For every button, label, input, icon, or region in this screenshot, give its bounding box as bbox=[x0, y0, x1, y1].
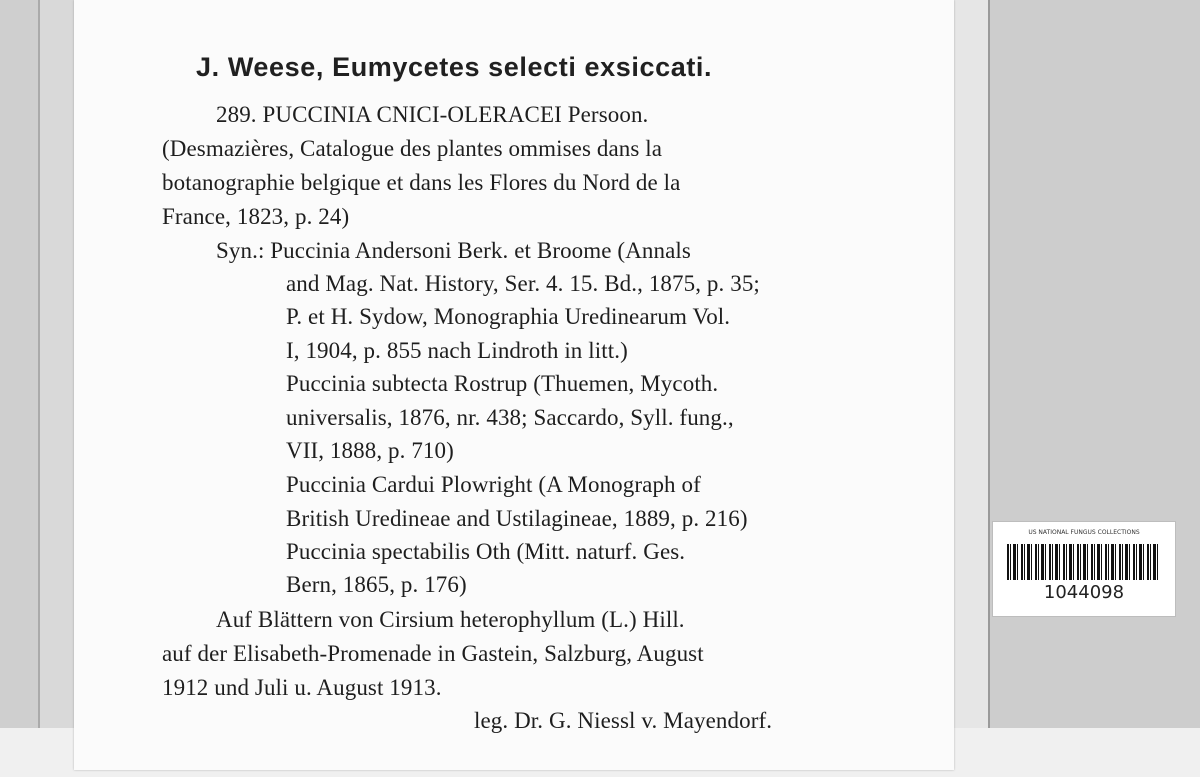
specimen-label bbox=[74, 0, 954, 770]
label-line-10: universalis, 1876, nr. 438; Saccardo, Syll. fung., bbox=[286, 405, 734, 430]
barcode-number: 1044098 bbox=[1043, 582, 1125, 603]
label-line-18: 1912 und Juli u. August 1913. bbox=[162, 675, 442, 700]
background-right bbox=[990, 0, 1200, 777]
label-title: J. Weese, Eumycetes selecti exsiccati. bbox=[196, 52, 713, 82]
label-line-13: British Uredineae and Ustilagineae, 1889, p. 216) bbox=[286, 506, 748, 531]
label-line-9: Puccinia subtecta Rostrup (Thuemen, Mycoth. bbox=[286, 371, 719, 396]
label-line-4: France, 1823, p. 24) bbox=[162, 204, 350, 229]
barcode-icon bbox=[1007, 544, 1161, 580]
background-left bbox=[0, 0, 40, 777]
label-line-3: botanographie belgique et dans les Flores du Nord de la bbox=[162, 170, 681, 195]
label-line-1: 289. PUCCINIA CNICI-OLERACEI Persoon. bbox=[216, 102, 649, 127]
label-line-11: VII, 1888, p. 710) bbox=[286, 438, 454, 463]
label-line-2: (Desmazières, Catalogue des plantes ommises dans la bbox=[162, 136, 663, 161]
label-line-8: I, 1904, p. 855 nach Lindroth in litt.) bbox=[286, 338, 628, 363]
label-line-12: Puccinia Cardui Plowright (A Monograph of bbox=[286, 472, 701, 497]
label-line-14: Puccinia spectabilis Oth (Mitt. naturf. Ges. bbox=[286, 539, 686, 564]
label-line-16: Auf Blättern von Cirsium heterophyllum (L.) Hill. bbox=[216, 607, 685, 632]
label-line-15: Bern, 1865, p. 176) bbox=[286, 572, 467, 597]
label-line-5: Syn.: Puccinia Andersoni Berk. et Broome (Annals bbox=[216, 238, 691, 263]
barcode-label bbox=[992, 521, 1176, 617]
label-line-17: auf der Elisabeth-Promenade in Gastein, Salzburg, August bbox=[162, 641, 704, 666]
label-line-7: P. et H. Sydow, Monographia Uredinearum Vol. bbox=[286, 304, 731, 329]
label-line-19: leg. Dr. G. Niessl v. Mayendorf. bbox=[474, 708, 773, 733]
folder-edge bbox=[38, 0, 76, 728]
label-line-6: and Mag. Nat. History, Ser. 4. 15. Bd., 1875, p. 35; bbox=[286, 271, 760, 296]
barcode-institution: US NATIONAL FUNGUS COLLECTIONS bbox=[1028, 529, 1140, 536]
